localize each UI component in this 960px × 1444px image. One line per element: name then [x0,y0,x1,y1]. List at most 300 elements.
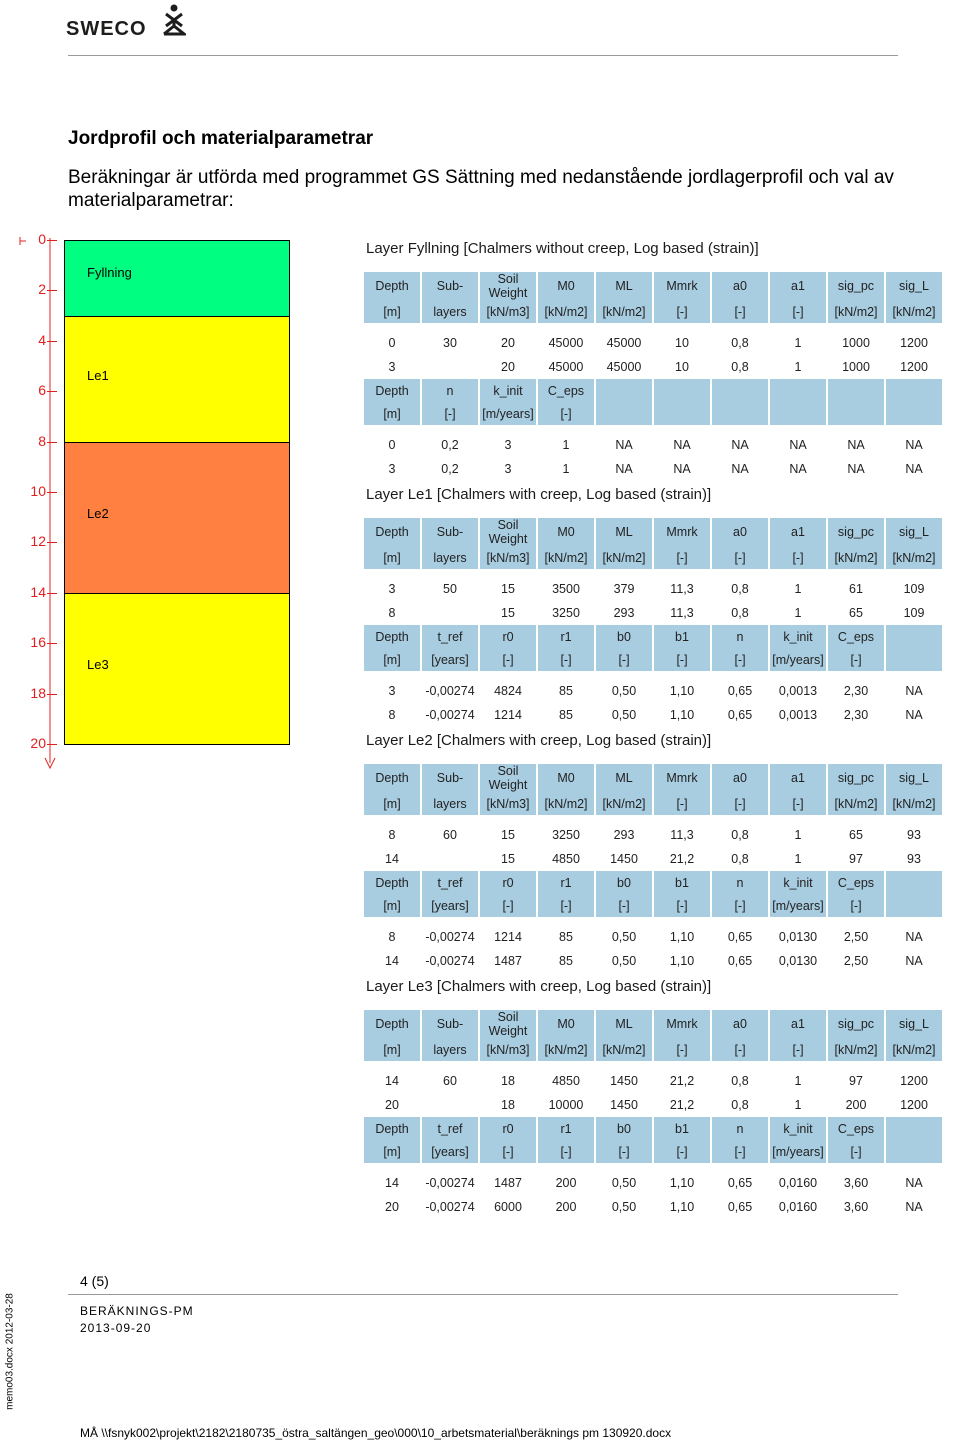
table-header-row [364,625,942,648]
header-cell: r0 [480,1117,536,1140]
header-cell: Depth [364,625,420,648]
table-cell: 1 [794,360,802,374]
table-header-row [364,871,942,894]
table-row [364,679,942,703]
header-cell: k_init [770,625,826,648]
header-cell: [-] [654,792,710,815]
header-cell: [-] [712,792,768,815]
table-cell: 1487 [494,1176,522,1190]
header-cell: b1 [654,871,710,894]
table-cell: NA [847,438,865,452]
table-row [364,925,942,949]
table-cell: 0,65 [727,954,753,968]
soil-layer-label: Le3 [87,657,109,673]
table-cell: 97 [849,1074,863,1088]
layer-parameter-table [362,518,944,727]
layer-parameter-table [362,764,944,973]
header-cell: a1 [770,518,826,546]
table-header-row [364,379,942,402]
table-cell: 0,50 [611,1200,637,1214]
header-cell: [m] [364,402,420,425]
header-cell: [-] [712,648,768,671]
table-row [364,1069,942,1093]
header-cell: [kN/m2] [886,546,942,569]
header-cell: [m] [364,1038,420,1061]
table-row [364,331,942,355]
header-cell: Mmrk [654,518,710,546]
table-cell: 20 [385,1098,399,1112]
header-cell: [-] [480,1140,536,1163]
header-cell: t_ref [422,1117,478,1140]
header-cell: ML [596,1010,652,1038]
header-cell: Depth [364,871,420,894]
table-cell: 8 [388,930,396,944]
table-cell: NA [905,954,923,968]
header-cell: sig_L [886,1010,942,1038]
table-cell: 15 [501,606,515,620]
table-cell [422,1093,478,1117]
header-cell: k_init [770,871,826,894]
header-cell: [m] [364,300,420,323]
table-cell: 1200 [900,1074,928,1088]
table-cell: 0,65 [727,930,753,944]
depth-tick-label: 6 [38,382,46,399]
table-cell: 1 [794,828,802,842]
table-row [364,457,942,481]
header-cell: [m] [364,546,420,569]
table-cell: 4824 [494,684,522,698]
header-cell: k_init [770,1117,826,1140]
header-cell [886,648,942,671]
table-cell: NA [673,462,691,476]
table-cell: NA [731,462,749,476]
soil-layer-label: Le2 [87,506,109,522]
table-cell: 15 [501,852,515,866]
header-cell: [-] [654,894,710,917]
depth-tick-label: 20 [30,735,46,751]
table-header-row [364,272,942,300]
table-cell: 1 [794,1098,802,1112]
table-cell: 4850 [552,1074,580,1088]
section-heading: Jordprofil och materialparametrar [68,128,374,149]
table-cell: 3 [388,582,396,596]
table-cell: 1 [794,582,802,596]
table-cell: 109 [903,582,925,596]
table-row [364,355,942,379]
table-cell: NA [673,438,691,452]
table-cell: NA [615,462,633,476]
header-cell: Soil Weight [480,1010,536,1038]
table-cell: 21,2 [669,1074,695,1088]
header-cell [654,402,710,425]
header-cell: [m] [364,1140,420,1163]
soil-layer-fyllning [64,240,290,317]
depth-tick-label: 0 [38,231,46,247]
table-cell: 1 [562,462,570,476]
table-cell: 2,50 [843,954,869,968]
table-cell: 379 [613,582,635,596]
table-header-row [364,300,942,323]
table-cell: 0,0130 [778,930,818,944]
table-cell: NA [615,438,633,452]
header-cell [828,402,884,425]
depth-tick-mark [47,341,57,342]
header-cell: r0 [480,871,536,894]
depth-tick-label: 16 [30,634,46,651]
table-cell: 0,8 [731,606,749,620]
table-cell: 8 [388,828,396,842]
table-cell [422,847,478,871]
header-cell: sig_pc [828,272,884,300]
table-cell: 0,50 [611,684,637,698]
header-cell [596,379,652,402]
table-header-row [364,764,942,792]
header-cell: [-] [712,894,768,917]
depth-tick-mark [47,744,57,745]
header-cell: b1 [654,625,710,648]
header-cell: Depth [364,764,420,792]
layer-table-title: Layer Fyllning [Chalmers without creep, Log based (strain)] [366,240,759,257]
table-cell: 11,3 [670,828,694,842]
table-cell: 1000 [842,360,870,374]
table-cell: 0,0013 [778,684,818,698]
table-cell: 0,50 [611,954,637,968]
table-cell: 45000 [548,336,584,350]
header-cell: n [712,871,768,894]
header-cell: layers [422,1038,478,1061]
soil-profile [14,228,284,773]
table-cell: 1000 [842,336,870,350]
header-cell: [-] [770,546,826,569]
table-cell: 65 [849,828,863,842]
header-cell: [kN/m2] [596,300,652,323]
header-cell: a0 [712,764,768,792]
header-cell: [kN/m3] [480,300,536,323]
table-cell: -0,00274 [425,1176,475,1190]
table-header-row [364,518,942,546]
header-cell: [-] [654,1038,710,1061]
layer-table-title: Layer Le2 [Chalmers with creep, Log based (strain)] [366,732,712,749]
table-cell: 6000 [494,1200,522,1214]
layer-parameter-table [362,1010,944,1219]
table-cell: 0,8 [731,852,749,866]
header-cell: [kN/m3] [480,546,536,569]
table-cell: 0,8 [731,336,749,350]
header-cell: [-] [538,402,594,425]
table-cell: 1200 [900,360,928,374]
file-path: MÅ \\fsnyk002\projekt\2182\2180735_östra_saltängen_geo\000\10_arbetsmaterial\beräknings pm 130920.docx [80,1426,672,1440]
header-cell: sig_L [886,764,942,792]
table-cell: 0,8 [731,360,749,374]
table-cell: 0,0160 [778,1176,818,1190]
table-cell: 0,0013 [778,708,818,722]
table-cell [422,355,478,379]
soil-layer-le1 [64,316,290,443]
table-cell: 2,30 [843,708,869,722]
soil-layer-le3 [64,593,290,745]
header-cell: [-] [596,1140,652,1163]
header-cell: [-] [480,648,536,671]
table-row [364,703,942,727]
table-row [364,601,942,625]
header-cell: [-] [538,1140,594,1163]
table-cell: 45000 [606,360,642,374]
table-cell: 61 [849,582,863,596]
table-cell: 200 [845,1098,867,1112]
header-cell: a1 [770,272,826,300]
table-cell: 11,3 [670,606,694,620]
header-cell: Depth [364,1010,420,1038]
layer-parameter-table [362,272,944,481]
header-cell: k_init [480,379,536,402]
table-cell: 15 [501,582,515,596]
table-header-row [364,1038,942,1061]
table-cell: 2,50 [843,930,869,944]
table-cell: 0,8 [731,582,749,596]
header-cell: n [422,379,478,402]
table-cell: 18 [501,1098,515,1112]
table-cell: 20 [385,1200,399,1214]
depth-tick-label: 4 [38,331,46,348]
header-cell: Depth [364,1117,420,1140]
header-cell [886,379,942,402]
table-cell: 3 [388,360,396,374]
table-cell: 1450 [610,1098,638,1112]
table-cell: NA [905,462,923,476]
depth-tick-mark [47,542,57,543]
soil-layer-label: Fyllning [87,265,132,280]
table-cell: 1,10 [669,954,695,968]
header-cell [886,871,942,894]
header-cell: a1 [770,764,826,792]
header-divider [68,55,898,56]
table-cell: 4850 [552,852,580,866]
header-cell: [-] [712,546,768,569]
table-cell: 0,2 [441,438,459,452]
table-cell: NA [905,930,923,944]
header-cell [770,379,826,402]
header-cell: [-] [770,792,826,815]
header-cell: [-] [828,1140,884,1163]
header-cell: [-] [480,894,536,917]
table-cell: NA [847,462,865,476]
header-cell: [m] [364,792,420,815]
header-cell [712,402,768,425]
table-cell: 3250 [552,828,580,842]
layer-table-title: Layer Le3 [Chalmers with creep, Log based (strain)] [366,978,712,995]
table-row [364,949,942,973]
header-cell: b0 [596,625,652,648]
header-cell: r1 [538,871,594,894]
table-cell: 1,10 [669,1200,695,1214]
header-cell: [-] [654,648,710,671]
table-cell: 2,30 [843,684,869,698]
header-cell: b1 [654,1117,710,1140]
table-row [364,577,942,601]
header-cell: [years] [422,648,478,671]
depth-tick-label: 10 [30,483,46,499]
header-cell: [-] [828,894,884,917]
header-cell: [-] [422,402,478,425]
logo-figure-icon [162,4,186,40]
table-cell: 8 [388,708,396,722]
header-cell: [kN/m3] [480,1038,536,1061]
table-cell: NA [905,438,923,452]
depth-tick-mark [47,492,57,493]
table-cell: 0,50 [611,930,637,944]
header-cell: t_ref [422,871,478,894]
header-cell [886,625,942,648]
table-cell: 0,8 [731,1074,749,1088]
table-cell: 1200 [900,1098,928,1112]
table-row [364,1093,942,1117]
table-row [364,1195,942,1219]
table-cell: 20 [501,336,515,350]
header-cell: [kN/m2] [596,792,652,815]
table-cell: 0 [388,438,396,452]
header-cell: [-] [770,1038,826,1061]
table-cell: 30 [443,336,457,350]
table-cell: NA [731,438,749,452]
table-cell: NA [905,708,923,722]
table-cell: 1,10 [669,1176,695,1190]
header-cell: b0 [596,1117,652,1140]
depth-tick-mark [47,442,57,443]
header-cell: ML [596,518,652,546]
table-cell: 3 [388,462,396,476]
header-cell: [-] [654,546,710,569]
header-cell: [kN/m2] [538,1038,594,1061]
header-cell: [m/years] [770,1140,826,1163]
table-cell: 200 [555,1176,577,1190]
table-cell: 18 [501,1074,515,1088]
header-cell: sig_L [886,518,942,546]
table-cell: 0,0130 [778,954,818,968]
table-cell: NA [905,684,923,698]
header-cell: [kN/m2] [886,300,942,323]
table-cell: 3 [504,438,512,452]
intro-paragraph: Beräkningar är utförda med programmet GS Sättning med nedanstående jordlagerprofil och val av materialparametrar: [68,167,894,211]
table-cell: 60 [443,1074,457,1088]
header-cell: [-] [538,648,594,671]
depth-tick-mark [47,643,57,644]
table-cell: 0,65 [727,708,753,722]
header-cell: layers [422,792,478,815]
depth-tick-label: 14 [30,583,46,600]
header-cell: Sub- [422,518,478,546]
header-cell [886,894,942,917]
header-cell: [kN/m2] [828,1038,884,1061]
table-cell: 45000 [548,360,584,374]
header-cell: [m/years] [770,894,826,917]
table-cell: 65 [849,606,863,620]
header-cell: [kN/m2] [886,1038,942,1061]
depth-tick-label: 12 [30,533,46,550]
header-cell: r1 [538,625,594,648]
table-cell: 11,3 [670,582,694,596]
table-cell: -0,00274 [425,708,475,722]
table-header-row [364,546,942,569]
table-header-row [364,792,942,815]
table-cell: 1214 [494,708,522,722]
table-cell: -0,00274 [425,1200,475,1214]
table-cell: 1 [562,438,570,452]
table-cell: 0,65 [727,1176,753,1190]
table-cell: 293 [613,606,635,620]
header-cell: Sub- [422,1010,478,1038]
header-cell: M0 [538,272,594,300]
depth-tick-mark [47,593,57,594]
header-cell: [-] [596,894,652,917]
header-cell: n [712,1117,768,1140]
header-cell [654,379,710,402]
depth-tick-label: 18 [30,684,46,701]
header-cell: sig_pc [828,764,884,792]
table-cell: 3 [388,684,396,698]
header-cell: a0 [712,518,768,546]
table-cell: -0,00274 [425,930,475,944]
header-cell: M0 [538,1010,594,1038]
header-cell: Soil Weight [480,764,536,792]
header-cell: n [712,625,768,648]
footer-divider [68,1294,898,1295]
table-row [364,433,942,457]
header-cell: C_eps [538,379,594,402]
header-cell [596,402,652,425]
header-cell: [m] [364,648,420,671]
header-cell: Depth [364,272,420,300]
table-cell: 0 [388,336,396,350]
table-cell: 0,0160 [778,1200,818,1214]
header-cell: [kN/m2] [538,300,594,323]
table-row [364,823,942,847]
table-cell: 93 [907,828,921,842]
table-cell: 8 [388,606,396,620]
header-cell: [-] [596,648,652,671]
header-cell: [kN/m2] [886,792,942,815]
header-cell: layers [422,546,478,569]
depth-tick-mark [47,240,57,241]
header-cell: [kN/m2] [828,300,884,323]
table-cell: NA [905,1200,923,1214]
table-cell: 85 [559,954,573,968]
table-cell: 14 [385,1074,399,1088]
table-header-row [364,648,942,671]
header-cell: Mmrk [654,1010,710,1038]
table-cell: 1450 [610,852,638,866]
logo-text: SWECO [66,18,147,40]
header-cell: Sub- [422,272,478,300]
table-header-row [364,1117,942,1140]
header-cell [886,1117,942,1140]
header-cell: [m/years] [770,648,826,671]
table-cell: 0,2 [441,462,459,476]
table-cell: 45000 [606,336,642,350]
table-cell: 3500 [552,582,580,596]
table-cell: 97 [849,852,863,866]
header-cell: b0 [596,871,652,894]
table-cell: -0,00274 [425,954,475,968]
header-cell: a0 [712,272,768,300]
table-cell: 1200 [900,336,928,350]
header-cell: t_ref [422,625,478,648]
header-cell: Soil Weight [480,272,536,300]
header-cell: [kN/m2] [538,546,594,569]
header-cell [712,379,768,402]
header-cell: r1 [538,1117,594,1140]
header-cell: [kN/m2] [828,546,884,569]
header-cell: ML [596,272,652,300]
